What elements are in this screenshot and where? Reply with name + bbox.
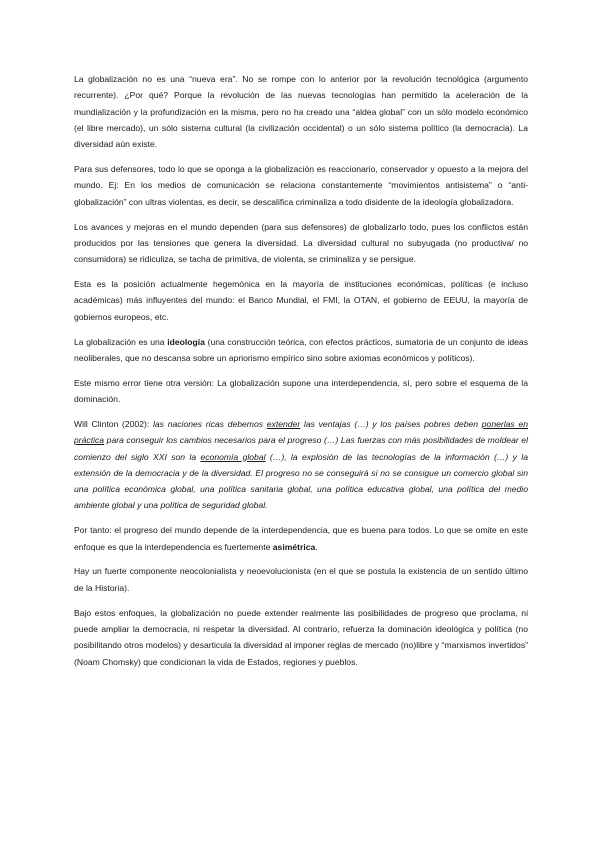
p5-text-c: (una construcción teórica, con efectos prácticos, sumatoria de un conjunto de ideas neoliberales, que no descansa sobre un apriorismo empírico sino sobre axiomas económicos y políticos).: [74, 336, 528, 363]
p7-quote-b: las naciones ricas debemos: [152, 418, 267, 429]
paragraph-1: La globalización no es una “nueva era”. No se rompe con lo anterior por la revolución tecnológica (argumento recurrente). ¿Por qué? Porque la revolución de las nuevas tecnologías han permitido la aceleración de la mundialización y la profundización en la misma, pero no ha creado una “aldea global” con un sólo modelo económico (el libre mercado), un sólo sistema cultural (la civilización occidental) o un sólo sistema político (la democracia). La diversidad aún existe.: [74, 74, 528, 150]
paragraph-5: [74, 334, 528, 367]
p5-bold-ideologia: ideología: [167, 336, 205, 347]
paragraph-3: Los avances y mejoras en el mundo dependen (para sus defensores) de globalizarlo todo, pues los conflictos están producidos por las tensiones que genera la diversidad. La diversidad cultural no subyugada (no productiva/ no consumidora) se ridiculiza, se tacha de primitiva, de violenta, se criminaliza y se persigue.: [74, 221, 528, 265]
p7-author: Will Clinton (2002):: [74, 418, 153, 429]
p8-bold-asimetrica: asimétrica: [272, 541, 316, 552]
paragraph-8: [74, 522, 528, 555]
p7-quote-h: (…), la explosión de las tecnologías de la información (…) y la extensión de la democracia y de la diversidad. El progreso no se conseguirá si no se consigue un comercio global sin una política económica global, una política sanitaria global, una política educativa global, una política del medio ambiente global y una política de seguridad global.: [74, 451, 528, 511]
paragraph-9: Hay un fuerte componente neocolonialista y neoevolucionista (en el que se postula la existencia de un sentido último de la Historia).: [74, 566, 528, 593]
paragraph-10: Bajo estos enfoques, la globalización no puede extender realmente las posibilidades de progreso que proclama, ni puede ampliar la democracia, ni respetar la diversidad. Al contrario, refuerza la dominación ideológica y política (no posibilitando otros modelos) y desarticula la diversidad al imponer reglas de mercado (no)libre y “marxismos invertidos” (Noam Chomsky) que condicionan la vida de Estados, regiones y pueblos.: [74, 607, 528, 667]
p7-underline-economia-global: economía global: [200, 451, 266, 462]
paragraph-6: Este mismo error tiene otra versión: La globalización supone una interdependencia, sí, pero sobre el esquema de la dominación.: [74, 377, 528, 405]
p7-quote-d: las ventajas (…) y los países pobres deben: [300, 418, 482, 429]
p8-text-c: .: [315, 541, 318, 552]
paragraph-2: Para sus defensores, todo lo que se oponga a la globalización es reaccionario, conservador y opuesto a la mejora del mundo. Ej: En los medios de comunicación se relaciona constantemente “movimientos antisistema” o “anti-globalización” con ultras violentas, es decir, se descalifica criminaliza a todo disidente de la ideología globalizadora.: [74, 164, 528, 207]
document-body: [74, 71, 528, 678]
p7-quote-f: para conseguir los cambios necesarios para el progreso (…) Las fuerzas con más posibilidades de moldear el comienzo del siglo XXI son la: [74, 435, 528, 462]
paragraph-7-quote: [74, 416, 528, 514]
p8-text-a: Por tanto: el progreso del mundo depende de la interdependencia, que es buena para todos. Lo que se omite en este enfoque es que la interdependencia es fuertemente: [74, 525, 528, 552]
p7-underline-ponerlas: ponerlas en práctica: [74, 418, 529, 446]
p7-underline-extender: extender: [266, 418, 301, 429]
paragraph-4: Esta es la posición actualmente hegemónica en la mayoría de instituciones económicas, políticas (e incluso académicas) más influyentes del mundo: el Banco Mundial, el FMI, la OTAN, el gobierno de EEUU, la mayoría de gobiernos europeos, etc.: [74, 279, 528, 322]
p5-text-a: La globalización es una: [74, 336, 168, 347]
